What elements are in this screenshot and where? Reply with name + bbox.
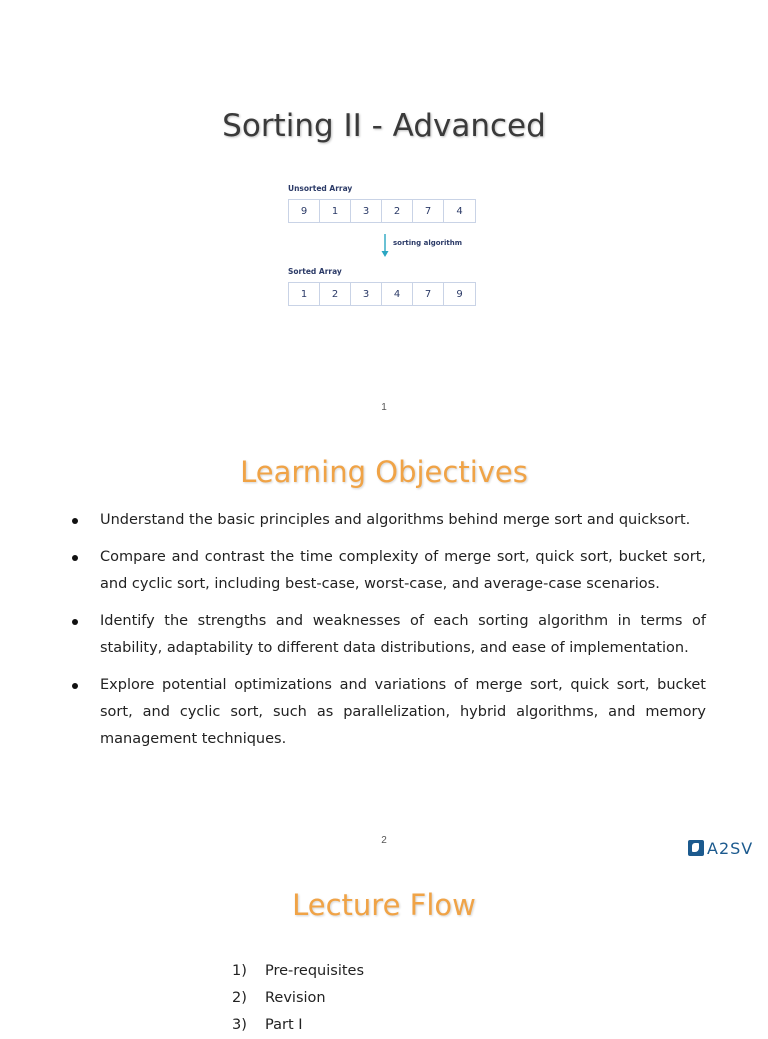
sorted-array-label: Sorted Array bbox=[288, 267, 342, 276]
list-item bbox=[72, 544, 706, 598]
page-number: 2 bbox=[381, 835, 387, 846]
objective-text: Understand the basic principles and algorithms behind merge sort and quicksort. bbox=[100, 512, 691, 528]
objective-text: Compare and contrast the time complexity of merge sort, quick sort, bucket sort, and cyclic sort, including best-case, worst-case, and average-case scenarios. bbox=[100, 549, 706, 592]
lecture-flow-title: Lecture Flow bbox=[292, 888, 476, 922]
list-item bbox=[232, 1012, 364, 1039]
a2sv-logo bbox=[688, 839, 753, 857]
item-number: 2) bbox=[232, 990, 247, 1006]
array-cell: 9 bbox=[289, 200, 320, 222]
list-item bbox=[232, 985, 364, 1012]
down-arrow-icon bbox=[379, 233, 391, 259]
item-label: Part I bbox=[265, 1017, 303, 1033]
list-item bbox=[232, 958, 364, 985]
array-cell: 1 bbox=[289, 283, 320, 305]
array-cell: 3 bbox=[351, 200, 382, 222]
objectives-list bbox=[72, 507, 706, 763]
objective-text: Identify the strengths and weaknesses of each sorting algorithm in terms of stability, adaptability to different data distributions, and ease of implementation. bbox=[100, 613, 706, 656]
list-item bbox=[72, 672, 706, 753]
array-cell: 3 bbox=[351, 283, 382, 305]
bullet-icon bbox=[72, 518, 78, 524]
array-cell: 1 bbox=[320, 200, 351, 222]
bullet-icon bbox=[72, 683, 78, 689]
learning-objectives-title: Learning Objectives bbox=[240, 455, 528, 489]
array-cell: 4 bbox=[382, 283, 413, 305]
item-number: 3) bbox=[232, 1017, 247, 1033]
array-cell: 4 bbox=[456, 205, 463, 217]
sorting-algorithm-label: sorting algorithm bbox=[393, 239, 463, 247]
item-label: Revision bbox=[265, 990, 326, 1006]
bullet-icon bbox=[72, 555, 78, 561]
list-item bbox=[72, 608, 706, 662]
array-cell: 7 bbox=[413, 283, 444, 305]
list-item bbox=[72, 507, 706, 534]
unsorted-array bbox=[288, 199, 476, 223]
logo-text: A2SV bbox=[707, 838, 754, 858]
lecture-flow-list bbox=[232, 958, 364, 1039]
array-cell: 2 bbox=[320, 283, 351, 305]
unsorted-array-label: Unsorted Array bbox=[288, 184, 353, 193]
sorted-array bbox=[288, 282, 476, 306]
page-number: 1 bbox=[381, 402, 387, 413]
array-cell: 7 bbox=[413, 200, 444, 222]
objective-text: Explore potential optimizations and variations of merge sort, quick sort, bucket sort, and cyclic sort, such as parallelization, hybrid algorithms, and memory management techniques. bbox=[100, 677, 706, 747]
africa-icon bbox=[688, 840, 704, 856]
array-cell: 2 bbox=[382, 200, 413, 222]
slide-title: Sorting II - Advanced bbox=[222, 108, 546, 144]
item-label: Pre-requisites bbox=[265, 963, 365, 979]
bullet-icon bbox=[72, 619, 78, 625]
array-cell: 9 bbox=[456, 288, 463, 300]
item-number: 1) bbox=[232, 963, 247, 979]
